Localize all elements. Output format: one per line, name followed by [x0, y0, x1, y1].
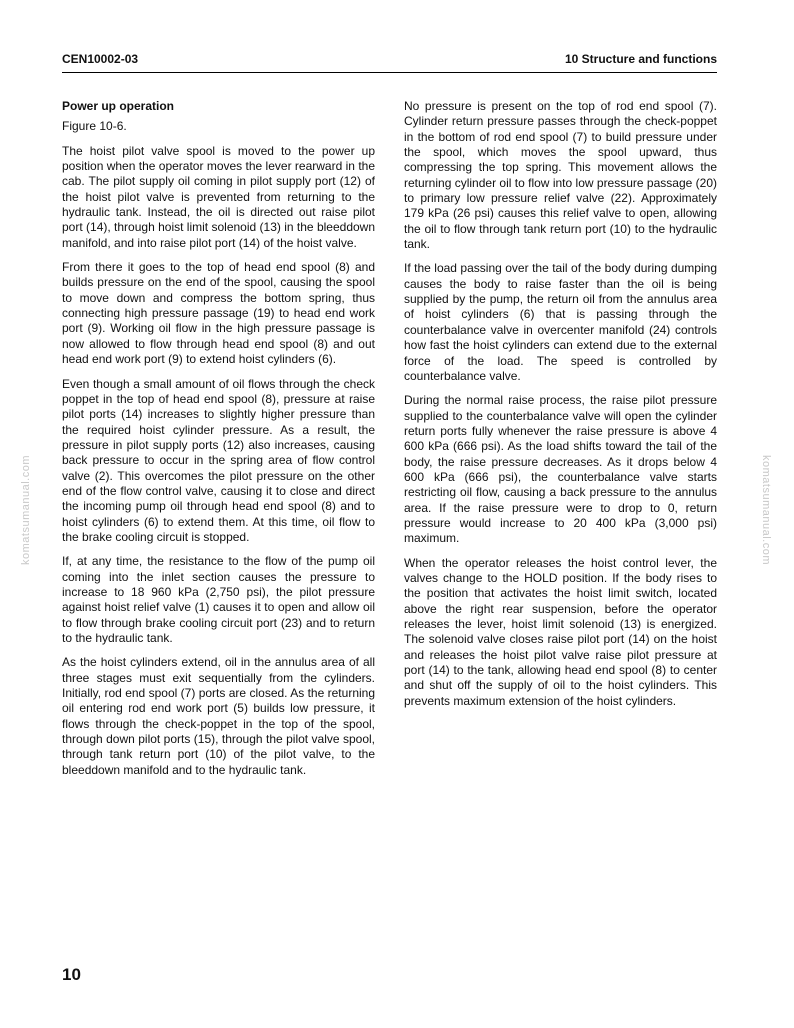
paragraph: During the normal raise process, the raise pilot pressure supplied to the counterbalance valve will open the cylinder return ports fully whenever the raise pressure is above 4 600 kPa (666 psi). As the load shifts toward the tail of the body, the raise pressure decreases. As it drops below 4 600 kPa (666 psi), the counterbalance valve starts restricting oil flow, causing a back pressure to the annulus area. If the raise pressure were to drop to 0, return pressure would increase to 20 400 kPa (3,000 psi) maximum. — [404, 393, 717, 546]
paragraph: If the load passing over the tail of the body during dumping causes the body to raise faster than the oil is being supplied by the pump, the return oil from the annulus area of hoist cylinders (6) that is passing through the counterbalance valve in overcenter manifold (24) controls how fast the hoist cylinders can extend due to the external force of the load. The speed is controlled by counterbalance valve. — [404, 261, 717, 383]
document-id: CEN10002-03 — [62, 52, 139, 66]
paragraph: Even though a small amount of oil flows through the check poppet in the top of head end spool (8), pressure at raise pilot ports (14) increases to slightly higher pressure than the required hoist cylinder pressure. As a result, the pressure in pilot supply ports (12) also increases, causing back pressure to occur in the spring area of flow control valve (2). This overcomes the pilot pressure on the other end of the flow control valve, causing it to close and direct the incoming pump oil through head end spool (8) and to hoist cylinders (6) to extend them. At this time, oil flow to the brake cooling circuit is stopped. — [62, 376, 375, 544]
header-divider — [62, 72, 717, 73]
paragraph: When the operator releases the hoist control lever, the valves change to the HOLD position. If the body rises to the position that activates the hoist limit switch, located above the right rear suspension, before the operator releases the lever, hoist limit solenoid (13) is energized. The solenoid valve closes raise pilot port (14) on the hoist and releases the hoist pilot valve raise pilot pressure at port (14) to the tank, allowing head end spool (8) to center and shut off the supply of oil to the hoist cylinders. This prevents maximum extension of the hoist cylinders. — [404, 555, 717, 708]
paragraph: No pressure is present on the top of rod end spool (7). Cylinder return pressure passes through the check-poppet in the bottom of rod end spool (7) to build pressure under the spool, which moves the spool upward, thus compressing the top spring. This movement allows the returning cylinder oil to flow into low pressure passage (20) to primary low pressure relief valve (22). Approximately 179 kPa (26 psi) causes this relief valve to open, allowing the oil to flow through tank return port (10) to the hydraulic tank. — [404, 99, 717, 252]
paragraph: From there it goes to the top of head end spool (8) and builds pressure on the end of the spool, causing the spool to move down and compress the bottom spring, thus connecting high pressure passage (19) to head end work port (9). Working oil flow in the high pressure passage is now allowed to flow through head end spool (8) and out head end work port (9) to extend hoist cylinders (6). — [62, 260, 375, 367]
page-header — [62, 52, 717, 72]
left-column — [62, 99, 375, 787]
page-number: 10 — [62, 965, 81, 984]
paragraph: If, at any time, the resistance to the flow of the pump oil coming into the inlet section causes the pressure to increase to 18 960 kPa (2,750 psi), the pilot pressure against hoist relief valve (1) causes it to open and allow oil to flow through brake cooling circuit port (23) and to return to the hydraulic tank. — [62, 554, 375, 645]
paragraph: As the hoist cylinders extend, oil in the annulus area of all three stages must exit sequentially from the cylinders. Initially, rod end spool (7) ports are closed. As the returning oil entering rod end work port (5) builds low pressure, it flows through the check-poppet in the top of the spool, through down pilot ports (15), through the pilot valve spool, through tank return port (10) of the pilot valve, to the bleeddown manifold and to the hydraulic tank. — [62, 655, 375, 777]
right-column — [404, 99, 717, 718]
watermark-right: komatsumanual.com — [760, 455, 772, 565]
section-title: 10 Structure and functions — [564, 52, 717, 66]
watermark-left: komatsumanual.com — [20, 455, 32, 565]
paragraph: The hoist pilot valve spool is moved to the power up position when the operator moves the lever rearward in the cab. The pilot supply oil coming in pilot supply port (12) of the hoist pilot valve is prevented from returning to the hydraulic tank. Instead, the oil is directed out raise pilot port (14), through hoist limit solenoid (13) in the bleeddown manifold, and into raise pilot port (14) of the hoist valve. — [62, 143, 375, 250]
section-heading: Power up operation — [62, 99, 175, 113]
figure-reference: Figure 10-6. — [62, 119, 127, 134]
